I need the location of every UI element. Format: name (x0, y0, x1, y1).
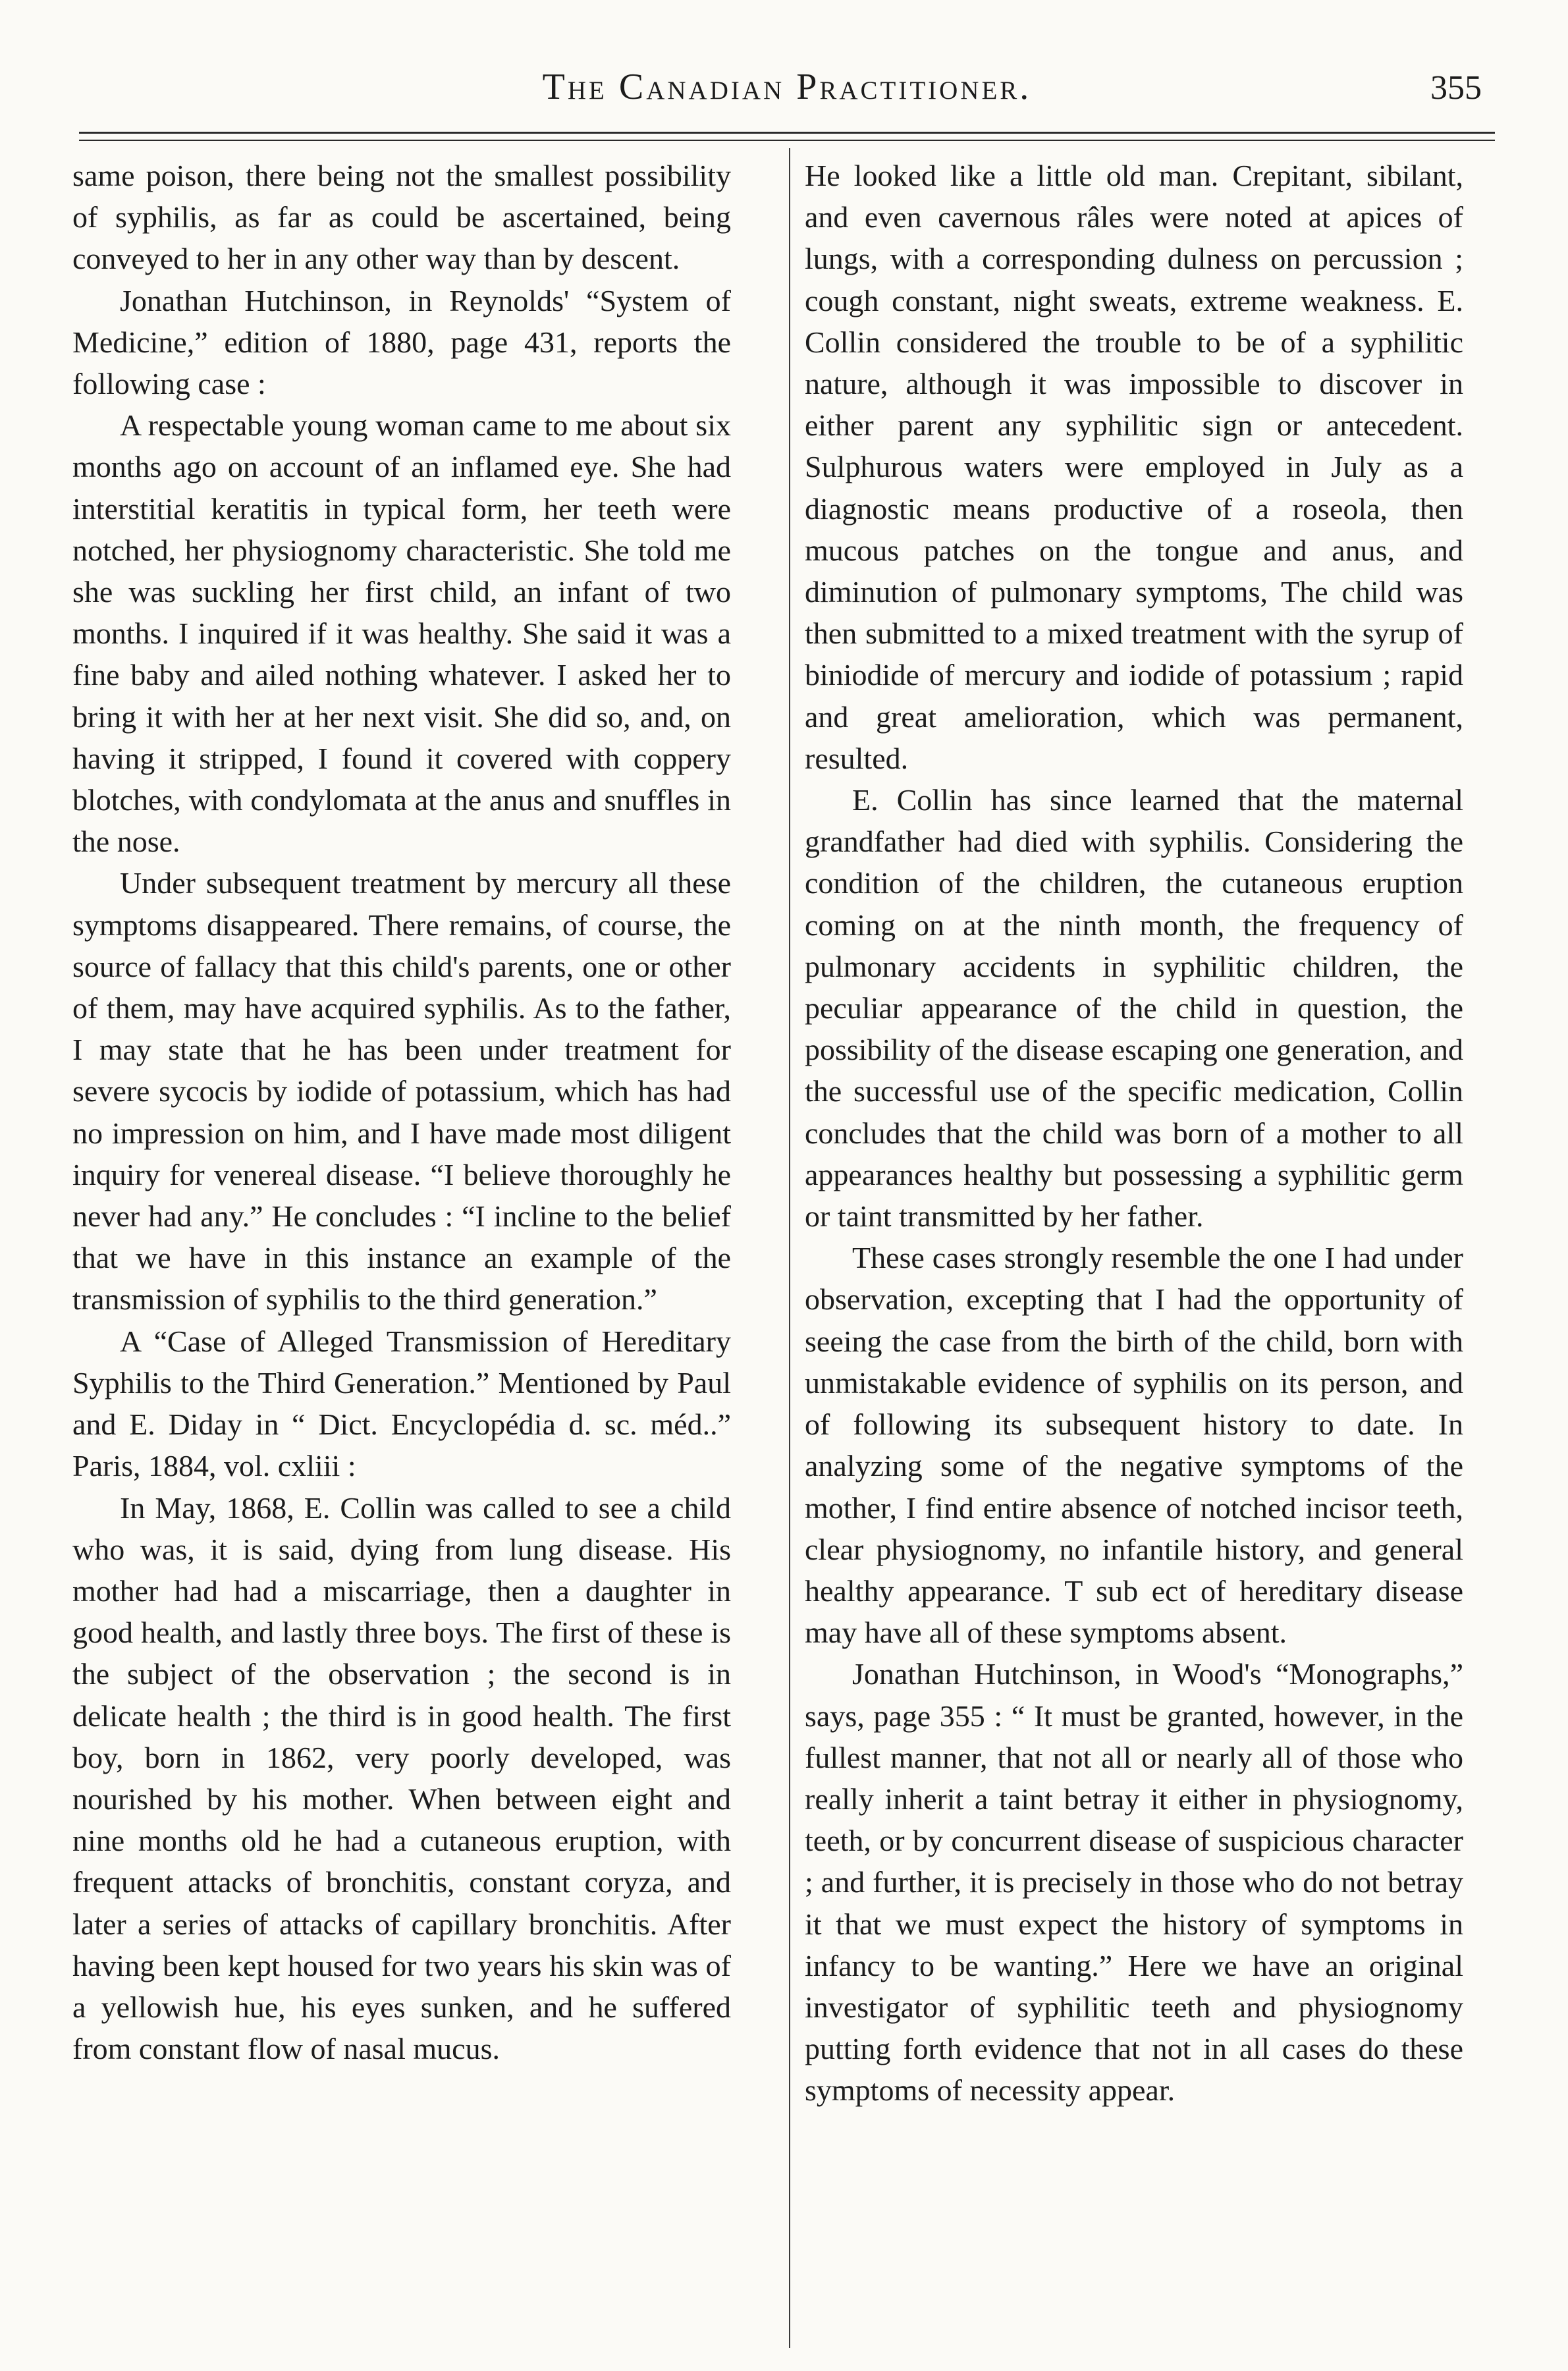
right-column (805, 155, 1463, 2112)
paragraph: same poison, there being not the smallest possibility of syphilis, as far as could be ascertained, being conveyed to her in any other way than by descent. (72, 159, 731, 276)
running-header (79, 66, 1495, 125)
paragraph: Jonathan Hutchinson, in Wood's “Monographs,” says, page 355 : “ It must be granted, however, in the fullest manner, that not all or nearly all of those who really inherit a taint betray it either in physiognomy, teeth, or by concurrent disease of suspicious character ; and further, it is precisely in those who do not betray it that we must expect the history of symptoms in infancy to be wanting.” Here we have an original investigator of syphilitic teeth and physiognomy putting forth evidence that not in all cases do these symptoms of necessity appear. (805, 1657, 1463, 2108)
column-divider (789, 148, 790, 2348)
paragraph: Under subsequent treatment by mercury all these symptoms disappeared. There remains, of course, the source of fallacy that this child's parents, one or other of them, may have acquired syphilis. As to the father, I may state that he has been under treatment for severe sycocis by iodide of potassium, which has had no impression on him, and I have made most diligent inquiry for venereal disease. “I believe thoroughly he never had any.” He concludes : “I incline to the belief that we have in this instance an example of the transmission of syphilis to the third generation.” (72, 866, 731, 1317)
paragraph: A “Case of Alleged Transmission of Hereditary Syphilis to the Third Generation.” Mentioned by Paul and E. Diday in “ Dict. Encyclopédia d. sc. méd..” Paris, 1884, vol. cxliii : (72, 1324, 731, 1483)
paragraph: Jonathan Hutchinson, in Reynolds' “System of Medicine,” edition of 1880, page 431, reports the following case : (72, 283, 731, 401)
block-quote-paragraph: A respectable young woman came to me about six months ago on account of an inflamed eye. She had interstitial keratitis in typical form, her teeth were notched, her physiognomy characteristic. She told me she was suckling her first child, an infant of two months. I inquired if it was healthy. She said it was a fine baby and ailed nothing whatever. I asked her to bring it with her at her next visit. She did so, and, on having it stripped, I found it covered with coppery blotches, with condylomata at the anus and snuffles in the nose. (72, 408, 731, 859)
header-rule-top (79, 132, 1495, 134)
paragraph: He looked like a little old man. Crepitant, sibilant, and even cavernous râles were noted at apices of lungs, with a corresponding dulness on percussion ; cough constant, night sweats, extreme weakness. E. Collin considered the trouble to be of a syphilitic nature, although it was impossible to discover in either parent any syphilitic sign or antecedent. Sulphurous waters were employed in July as a diagnostic means productive of a roseola, then mucous patches on the tongue and anus, and diminution of pulmonary symptoms, The child was then submitted to a mixed treatment with the syrup of biniodide of mercury and iodide of potassium ; rapid and great amelioration, which was permanent, resulted. (805, 159, 1463, 775)
page-number: 355 (1430, 69, 1482, 107)
left-column (72, 155, 731, 2069)
paragraph: In May, 1868, E. Collin was called to see a child who was, it is said, dying from lung disease. His mother had had a miscarriage, then a daughter in good health, and lastly three boys. The first of these is the subject of the observation ; the second is in delicate health ; the third is in good health. The first boy, born in 1862, very poorly developed, was nourished by his mother. When between eight and nine months old he had a cutaneous eruption, with frequent attacks of bronchitis, constant coryza, and later a series of attacks of capillary bronchitis. After having been kept housed for two years his skin was of a yellowish hue, his eyes sunken, and he suffered from constant flow of nasal mucus. (72, 1490, 731, 2066)
paragraph: These cases strongly resemble the one I had under observation, excepting that I had the opportunity of seeing the case from the birth of the child, born with unmistakable evidence of syphilis on its person, and of following its subsequent history to date. In analyzing some of the negative symptoms of the mother, I find entire absence of notched incisor teeth, clear physiognomy, no infantile history, and general healthy appearance. T sub ect of hereditary disease may have all of these symptoms absent. (805, 1241, 1463, 1650)
header-rule-bottom (79, 140, 1495, 141)
paragraph: E. Collin has since learned that the maternal grandfather had died with syphilis. Considering the condition of the children, the cutaneous eruption coming on at the ninth month, the frequency of pulmonary accidents in syphilitic children, the peculiar appearance of the child in question, the possibility of the disease escaping one generation, and the successful use of the specific medication, Collin concludes that the child was born of a mother to all appearances healthy but possessing a syphilitic germ or taint transmitted by her father. (805, 783, 1463, 1234)
running-title: The Canadian Practitioner. (542, 67, 1032, 107)
